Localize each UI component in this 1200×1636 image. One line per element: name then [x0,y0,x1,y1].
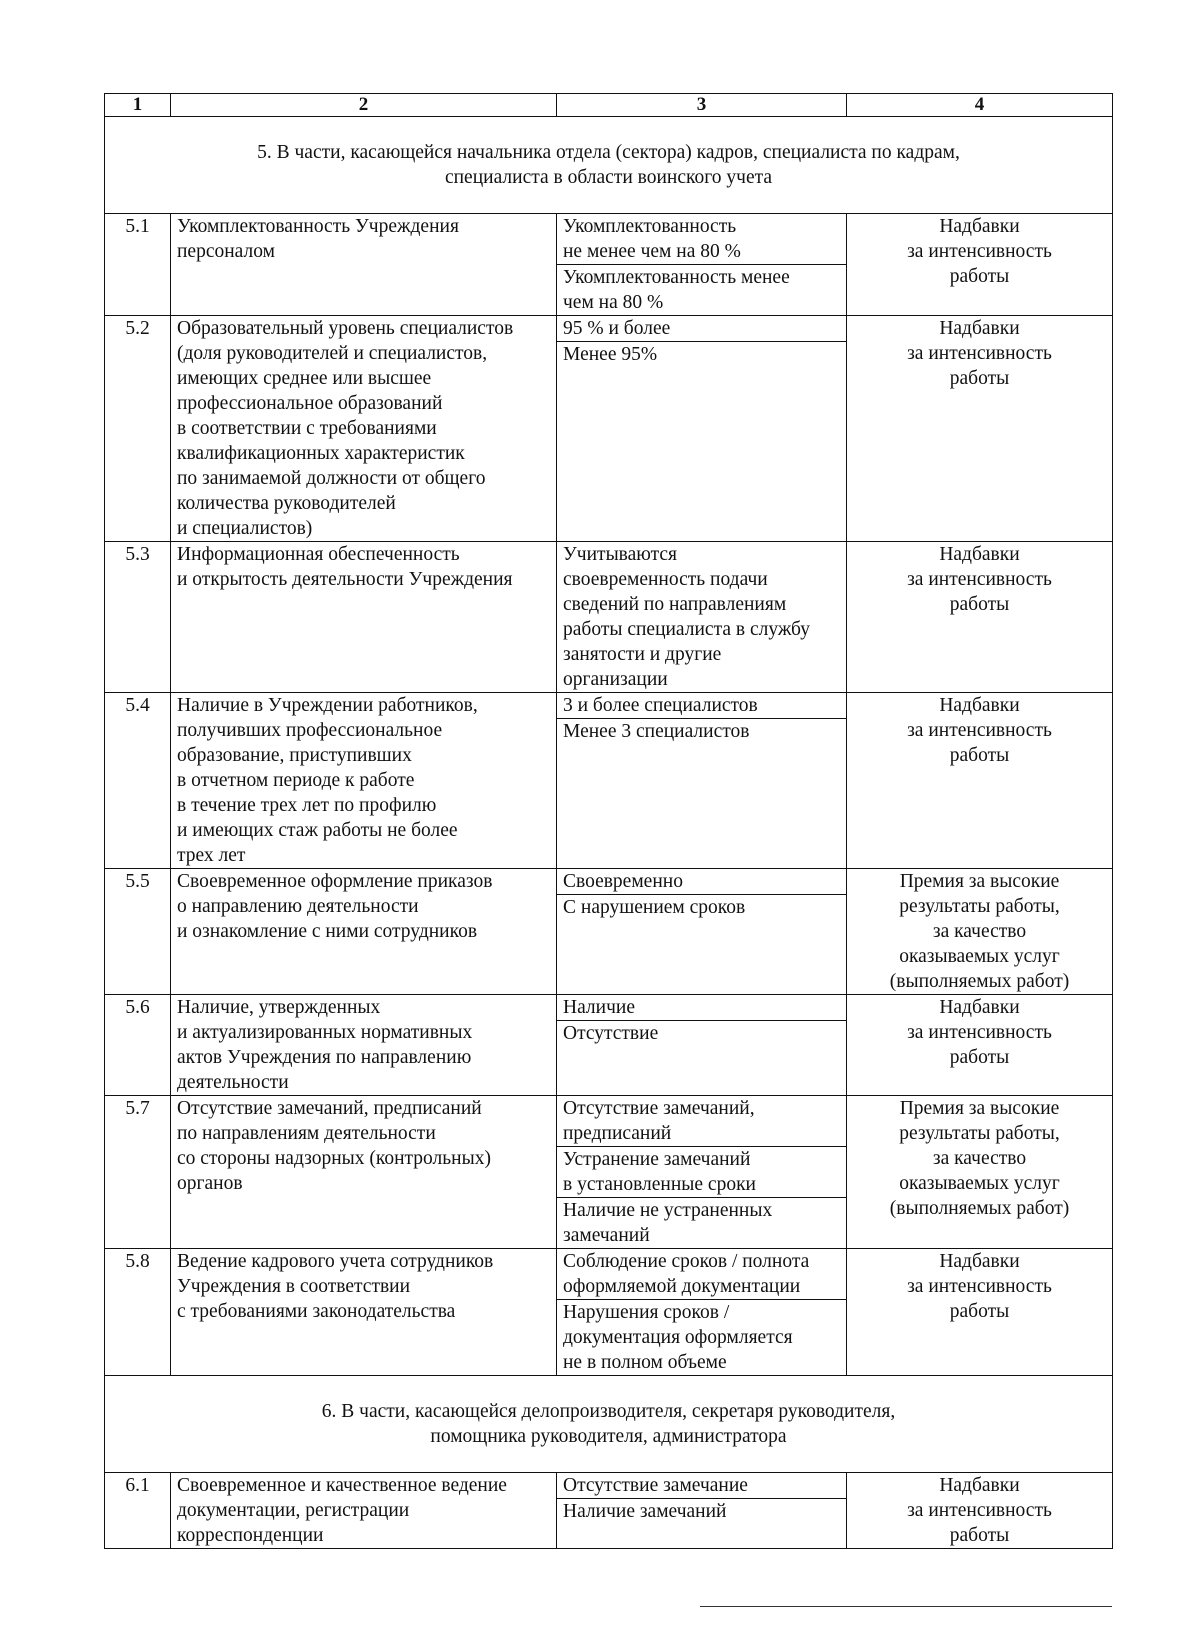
criterion-item: 3 и более специалистов [557,693,846,719]
criterion-item: Наличие не устраненных замечаний [563,1200,773,1246]
section-header-row [105,117,1113,214]
row-number: 5.1 [105,214,171,316]
indicator-cell: Своевременное и качественное ведение документации, регистрации корреспонденции [171,1473,557,1549]
column-number: 2 [171,94,557,117]
row-number: 5.6 [105,995,171,1096]
criterion-item: Учитываются своевременность подачи сведений по направлениям работы специалиста в службу занятости и другие организации [563,544,810,690]
table-row [105,542,1113,693]
criterion-item: Соблюдение сроков / полнота оформляемой документации [557,1249,846,1300]
table-row [105,693,1113,869]
indicator-cell: Своевременное оформление приказов о направлению деятельности и ознакомление с ними сотрудников [171,869,557,995]
criterion-item: Отсутствие [563,1023,659,1044]
table-row [105,214,1113,316]
section-title: 5. В части, касающейся начальника отдела (сектора) кадров, специалиста по кадрам, специалиста в области воинского учета [105,117,1113,214]
criteria-cell [557,995,847,1096]
payment-type-cell: Надбавки за интенсивность работы [847,542,1113,693]
criteria-cell [557,1473,847,1549]
indicator-cell: Наличие, утвержденных и актуализированных нормативных актов Учреждения по направлению деятельности [171,995,557,1096]
criteria-table [104,93,1113,1549]
criteria-cell [557,693,847,869]
table-row [105,1096,1113,1249]
document-page [104,93,1112,1549]
column-number-row [105,94,1113,117]
indicator-cell: Укомплектованность Учреждения персоналом [171,214,557,316]
column-number: 1 [105,94,171,117]
payment-type-cell: Надбавки за интенсивность работы [847,214,1113,316]
payment-type-cell: Премия за высокие результаты работы, за качество оказываемых услуг (выполняемых работ) [847,869,1113,995]
indicator-cell: Образовательный уровень специалистов (доля руководителей и специалистов, имеющих среднее или высшее профессиональное образований в соответствии с требованиями квалификационных характеристик по занимаемой должности от общего количества руководителей и специалистов) [171,316,557,542]
row-number: 5.8 [105,1249,171,1376]
criterion-item: Наличие замечаний [563,1501,727,1522]
criterion-item: Отсутствие замечание [557,1473,846,1499]
criterion-item: Нарушения сроков / документация оформляется не в полном объеме [563,1302,793,1373]
row-number: 5.3 [105,542,171,693]
row-number: 5.5 [105,869,171,995]
criterion-item: Укомплектованность менее чем на 80 % [563,267,790,313]
payment-type-cell: Надбавки за интенсивность работы [847,316,1113,542]
column-number: 4 [847,94,1113,117]
criterion-item: 95 % и более [557,316,846,342]
criteria-cell [557,214,847,316]
row-number: 5.2 [105,316,171,542]
criterion-item: Менее 95% [563,344,658,365]
payment-type-cell: Надбавки за интенсивность работы [847,1249,1113,1376]
bottom-divider [700,1606,1112,1607]
indicator-cell: Информационная обеспеченность и открытость деятельности Учреждения [171,542,557,693]
row-number: 5.7 [105,1096,171,1249]
criterion-item: Устранение замечаний в установленные сроки [557,1147,846,1198]
criteria-cell [557,1096,847,1249]
table-row [105,1473,1113,1549]
payment-type-cell: Надбавки за интенсивность работы [847,693,1113,869]
indicator-cell: Ведение кадрового учета сотрудников Учреждения в соответствии с требованиями законодательства [171,1249,557,1376]
table-row [105,995,1113,1096]
indicator-cell: Наличие в Учреждении работников, получивших профессиональное образование, приступивших в отчетном периоде к работе в течение трех лет по профилю и имеющих стаж работы не более трех лет [171,693,557,869]
column-number: 3 [557,94,847,117]
indicator-cell: Отсутствие замечаний, предписаний по направлениям деятельности со стороны надзорных (контрольных) органов [171,1096,557,1249]
payment-type-cell: Надбавки за интенсивность работы [847,995,1113,1096]
criterion-item: С нарушением сроков [563,897,746,918]
criteria-cell [557,1249,847,1376]
section-title: 6. В части, касающейся делопроизводителя, секретаря руководителя, помощника руководителя, администратора [105,1376,1113,1473]
criteria-cell [557,316,847,542]
row-number: 6.1 [105,1473,171,1549]
criterion-item: Отсутствие замечаний, предписаний [557,1096,846,1147]
payment-type-cell: Надбавки за интенсивность работы [847,1473,1113,1549]
table-row [105,316,1113,542]
criteria-cell [557,869,847,995]
table-row [105,869,1113,995]
criterion-item: Своевременно [557,869,846,895]
criterion-item: Менее 3 специалистов [563,721,750,742]
table-row [105,1249,1113,1376]
criterion-item: Наличие [557,995,846,1021]
section-header-row [105,1376,1113,1473]
criteria-cell [557,542,847,693]
criterion-item: Укомплектованность не менее чем на 80 % [557,214,846,265]
payment-type-cell: Премия за высокие результаты работы, за качество оказываемых услуг (выполняемых работ) [847,1096,1113,1249]
row-number: 5.4 [105,693,171,869]
